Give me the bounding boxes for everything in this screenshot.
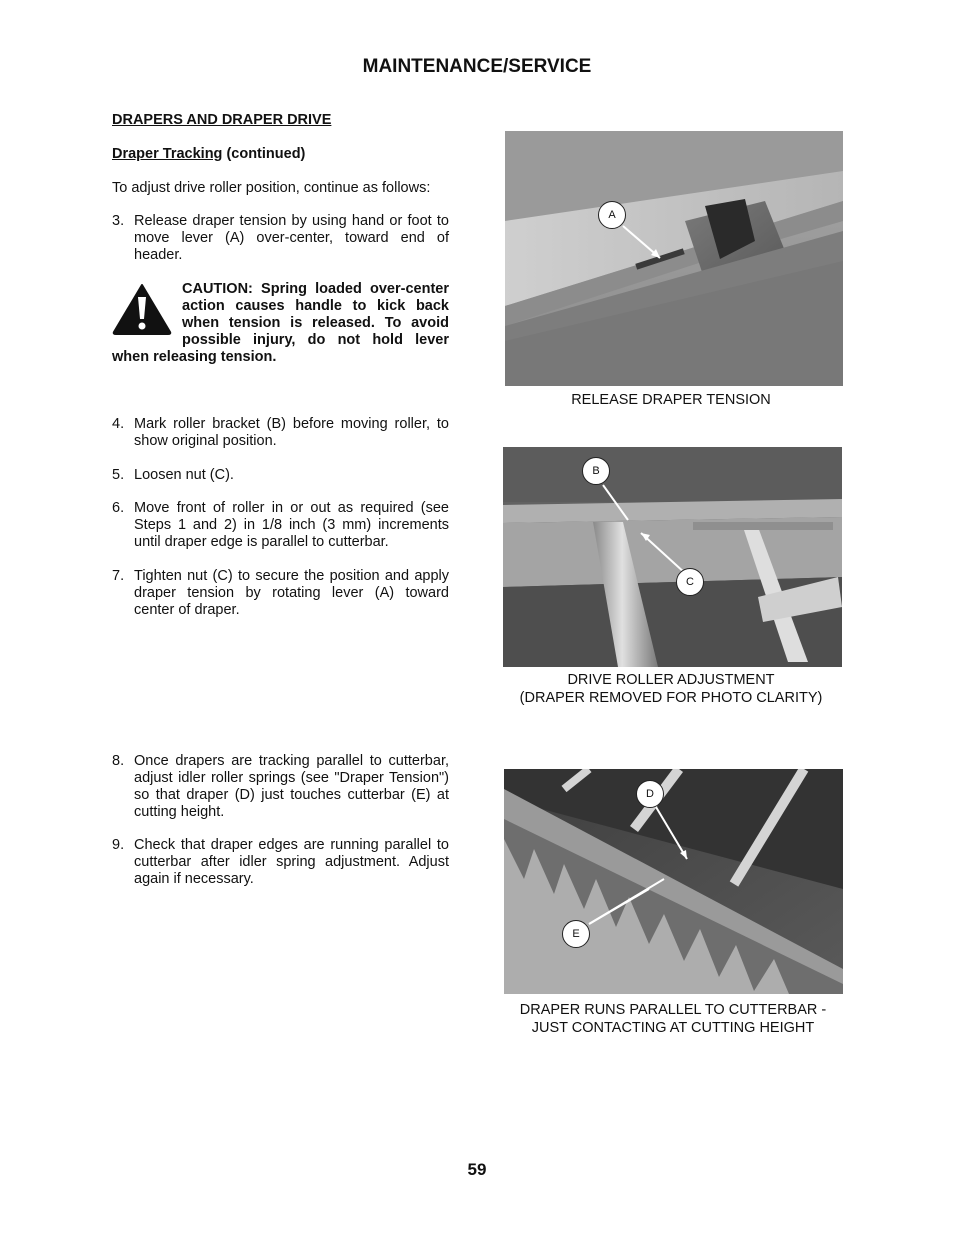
callout-e: E: [562, 920, 590, 948]
step-text: Move front of roller in or out as required (see Steps 1 and 2) in 1/8 inch (3 mm) increments until draper edge is parallel to cutterbar.: [134, 500, 449, 550]
step-4: [112, 416, 449, 450]
step-text: Check that draper edges are running parallel to cutterbar after idler spring adjustment. Adjust again if necessary.: [134, 837, 449, 887]
step-number: 3.: [112, 213, 125, 229]
photo-drive-roller-adjustment: [503, 447, 842, 667]
step-9: [112, 837, 449, 888]
figure-caption: [505, 671, 837, 707]
callout-c: C: [676, 568, 704, 596]
step-8: [112, 753, 449, 821]
step-text: Mark roller bracket (B) before moving roller, to show original position.: [134, 416, 449, 449]
caption-line: DRIVE ROLLER ADJUSTMENT: [567, 672, 775, 688]
step-text: Once drapers are tracking parallel to cutterbar, adjust idler roller springs (see "Draper Tension") so that draper (D) just touches cutterbar (E) at cutting height.: [134, 753, 449, 820]
photo-illustration: [505, 131, 843, 386]
caption-line: JUST CONTACTING AT CUTTING HEIGHT: [531, 1020, 815, 1036]
page-number: 59: [467, 1160, 487, 1179]
step-number: 8.: [112, 753, 125, 769]
subsection-suffix: (continued): [222, 146, 306, 162]
caution-block: [112, 281, 449, 366]
photo-draper-parallel-cutterbar: [504, 769, 843, 994]
subsection-title: Draper Tracking: [112, 146, 223, 162]
figure-caption: [503, 1001, 843, 1037]
figure-caption: [505, 391, 837, 409]
step-6: [112, 500, 449, 551]
step-number: 6.: [112, 500, 125, 516]
caption-line: RELEASE DRAPER TENSION: [571, 392, 771, 408]
step-number: 4.: [112, 416, 125, 432]
caution-text: CAUTION: Spring loaded over-center action causes handle to kick back when tension is released. To avoid possible injury, do not hold lever when releasing tension.: [112, 281, 449, 365]
callout-d: D: [636, 780, 664, 808]
step-text: Tighten nut (C) to secure the position and apply draper tension by rotating lever (A) toward center of draper.: [134, 568, 449, 618]
warning-exclamation-icon: [112, 283, 172, 335]
step-number: 7.: [112, 568, 125, 584]
intro-text: To adjust drive roller position, continue as follows:: [112, 180, 431, 196]
subsection-heading: [112, 146, 305, 162]
step-text: Release draper tension by using hand or foot to move lever (A) over-center, toward end of header.: [134, 213, 449, 263]
step-text: Loosen nut (C).: [134, 467, 234, 483]
step-number: 9.: [112, 837, 125, 853]
photo-illustration: [504, 769, 843, 994]
step-7: [112, 568, 449, 619]
caption-line: DRAPER RUNS PARALLEL TO CUTTERBAR -: [519, 1002, 827, 1018]
step-5: [112, 467, 449, 484]
section-heading: DRAPERS AND DRAPER DRIVE: [112, 112, 332, 128]
caption-line: (DRAPER REMOVED FOR PHOTO CLARITY): [519, 690, 823, 706]
photo-illustration: [503, 447, 842, 667]
step-3: [112, 213, 449, 264]
callout-b: B: [582, 457, 610, 485]
page-title: MAINTENANCE/SERVICE: [362, 56, 592, 77]
callout-a: A: [598, 201, 626, 229]
step-number: 5.: [112, 467, 125, 483]
photo-release-draper-tension: [505, 131, 843, 386]
